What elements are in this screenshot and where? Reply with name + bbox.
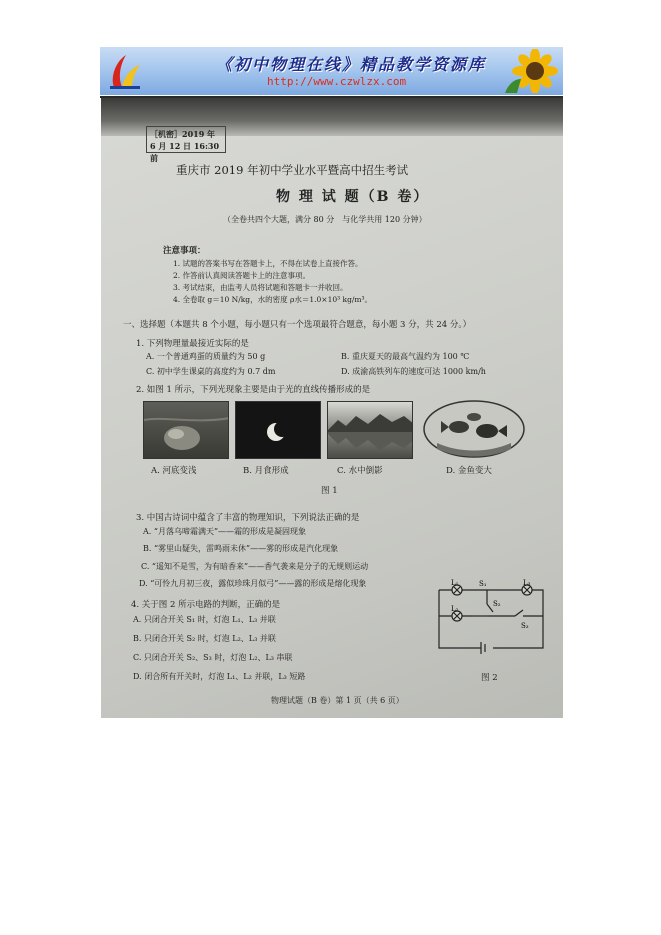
section-heading: 一、选择题（本题共 8 个小题，每小题只有一个选项最符合题意，每小题 3 分，共 24 分。） — [123, 320, 472, 330]
resource-banner — [100, 47, 563, 95]
label-l1: L₁ — [451, 579, 459, 587]
circuit-diagram — [431, 576, 551, 668]
figure-goldfish-bowl — [419, 399, 529, 461]
sunflower-icon — [501, 49, 561, 93]
confidential-line-1: ［机密］2019 年 — [150, 129, 216, 139]
question-4-option-c: C. 只闭合开关 S₂、S₃ 时，灯泡 L₂、L₃ 串联 — [133, 653, 293, 662]
exam-paper-photo — [101, 98, 563, 718]
question-4-option-b: B. 只闭合开关 S₂ 时，灯泡 L₂、L₃ 并联 — [133, 634, 276, 643]
question-1-option-d: D. 成渝高铁列车的速度可达 1000 km/h — [341, 367, 486, 376]
label-l3: L₃ — [523, 579, 531, 587]
figure-lunar-eclipse — [235, 401, 321, 459]
banner-url-link[interactable]: http://www.czwlzx.com — [267, 75, 407, 88]
figure-1-option-c-label: C. 水中倒影 — [337, 466, 383, 476]
question-1-option-c: C. 初中学生课桌的高度约为 0.7 dm — [146, 367, 276, 376]
question-4-option-d: D. 闭合所有开关时，灯泡 L₁、L₂ 并联，L₃ 短路 — [133, 672, 306, 681]
question-1-option-a: A. 一个普通鸡蛋的质量约为 50 g — [146, 352, 266, 361]
question-3-option-b: B. “雾里山疑失，雷鸣雨未休”——雾的形成是汽化现象 — [143, 544, 339, 553]
question-4-option-a: A. 只闭合开关 S₁ 时，灯泡 L₁、L₃ 并联 — [133, 615, 276, 624]
figure-1-option-b-label: B. 月食形成 — [243, 466, 289, 476]
question-3-option-c: C. “遥知不是雪，为有暗香来”——香气袭来是分子的无规则运动 — [141, 562, 369, 571]
question-3-stem: 3. 中国古诗词中蕴含了丰富的物理知识，下列说法正确的是 — [136, 513, 360, 523]
exam-title: 重庆市 2019 年初中学业水平暨高中招生考试 — [176, 163, 409, 177]
question-1-stem: 1. 下列物理量最接近实际的是 — [136, 339, 249, 349]
figure-1-option-d-label: D. 金鱼变大 — [446, 466, 492, 476]
page-footer: 物理试题（B 卷）第 1 页（共 6 页） — [271, 696, 404, 705]
confidential-line-2: 6 月 12 日 16:30 前 — [150, 141, 220, 163]
question-4-stem: 4. 关于图 2 所示电路的判断，正确的是 — [131, 600, 281, 610]
note-item: 1. 试题的答案书写在答题卡上，不得在试卷上直接作答。 — [173, 259, 363, 268]
subject-title: 物 理 试 题（B 卷） — [276, 189, 430, 205]
note-item: 2. 作答前认真阅读答题卡上的注意事项。 — [173, 271, 311, 280]
label-l2: L₂ — [451, 605, 459, 613]
note-item: 4. 全卷取 g＝10 N/kg，水的密度 ρ水＝1.0×10³ kg/m³。 — [173, 295, 373, 304]
question-3-option-a: A. “月落乌啼霜满天”——霜的形成是凝固现象 — [143, 527, 307, 536]
label-s1: S₁ — [479, 580, 487, 588]
banner-title: 《初中物理在线》精品教学资源库 — [216, 55, 487, 74]
exam-info: （全卷共四个大题，满分 80 分 与化学共用 120 分钟） — [223, 215, 427, 224]
figure-water-reflection — [327, 401, 413, 459]
confidential-box — [146, 126, 226, 163]
notes-heading: 注意事项： — [163, 246, 206, 256]
figure-1-caption: 图 1 — [321, 486, 338, 496]
site-logo-icon — [106, 51, 144, 91]
label-s2: S₂ — [493, 600, 501, 608]
note-item: 3. 考试结束，由监考人员将试题和答题卡一并收回。 — [173, 283, 348, 292]
figure-river-bottom — [143, 401, 229, 459]
label-s3: S₃ — [521, 622, 529, 630]
figure-2-caption: 图 2 — [481, 673, 498, 683]
figure-1-option-a-label: A. 河底变浅 — [151, 466, 197, 476]
question-2-stem: 2. 如图 1 所示，下列光现象主要是由于光的直线传播形成的是 — [136, 385, 371, 395]
question-1-option-b: B. 重庆夏天的最高气温约为 100 ℃ — [341, 352, 470, 361]
question-3-option-d: D. “可怜九月初三夜，露似珍珠月似弓”——露的形成是熔化现象 — [139, 579, 367, 588]
